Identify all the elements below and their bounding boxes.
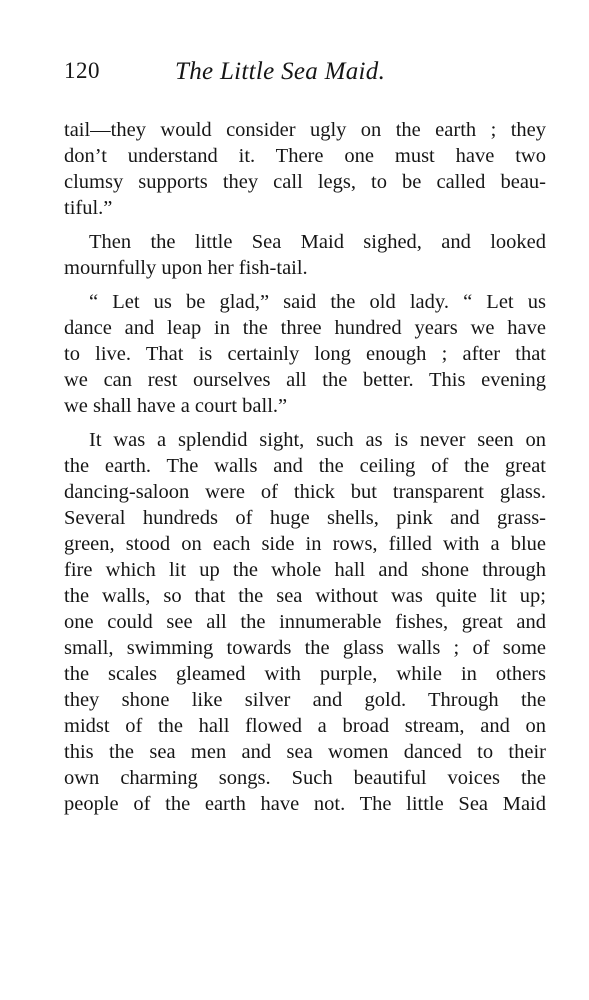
text-line: this the sea men and sea women danced to their bbox=[64, 741, 546, 763]
text-line: dance and leap in the three hundred years we have bbox=[64, 317, 546, 339]
text-line: don’t understand it. There one must have two bbox=[64, 145, 546, 167]
running-title: The Little Sea Maid. bbox=[175, 58, 386, 85]
page-number: 120 bbox=[64, 58, 100, 83]
text-line: one could see all the innumerable fishes, great and bbox=[64, 611, 546, 633]
paragraph bbox=[64, 427, 546, 817]
text-line: midst of the hall flowed a broad stream, and on bbox=[64, 715, 546, 737]
text-line: we can rest ourselves all the better. This evening bbox=[64, 369, 546, 391]
paragraph-gap bbox=[64, 281, 546, 289]
text-line: we shall have a court ball.” bbox=[64, 395, 288, 417]
page-header bbox=[64, 58, 544, 92]
text-line: they shone like silver and gold. Through the bbox=[64, 689, 546, 711]
paragraph bbox=[64, 117, 546, 221]
text-line: tail—they would consider ugly on the earth ; they bbox=[64, 119, 546, 141]
text-line: dancing-saloon were of thick but transparent glass. bbox=[64, 481, 546, 503]
text-line: “ Let us be glad,” said the old lady. “ Let us bbox=[89, 291, 546, 313]
paragraph-gap bbox=[64, 221, 546, 229]
text-line: clumsy supports they call legs, to be called beau- bbox=[64, 171, 546, 193]
text-line: Several hundreds of huge shells, pink and grass- bbox=[64, 507, 546, 529]
paragraph bbox=[64, 289, 546, 419]
text-line: Then the little Sea Maid sighed, and looked bbox=[89, 231, 546, 253]
text-line: the walls, so that the sea without was quite lit up; bbox=[64, 585, 546, 607]
text-line: fire which lit up the whole hall and shone through bbox=[64, 559, 546, 581]
paragraph bbox=[64, 229, 546, 281]
text-line: the earth. The walls and the ceiling of the great bbox=[64, 455, 546, 477]
text-line: green, stood on each side in rows, filled with a blue bbox=[64, 533, 546, 555]
text-line: the scales gleamed with purple, while in others bbox=[64, 663, 546, 685]
text-line: tiful.” bbox=[64, 197, 113, 219]
text-line: people of the earth have not. The little Sea Maid bbox=[64, 793, 546, 815]
text-line: small, swimming towards the glass walls ; of some bbox=[64, 637, 546, 659]
text-line: mournfully upon her fish-tail. bbox=[64, 257, 308, 279]
text-line: It was a splendid sight, such as is never seen on bbox=[89, 429, 546, 451]
paragraph-gap bbox=[64, 419, 546, 427]
text-line: own charming songs. Such beautiful voices the bbox=[64, 767, 546, 789]
text-line: to live. That is certainly long enough ; after that bbox=[64, 343, 546, 365]
body-text bbox=[64, 117, 546, 817]
